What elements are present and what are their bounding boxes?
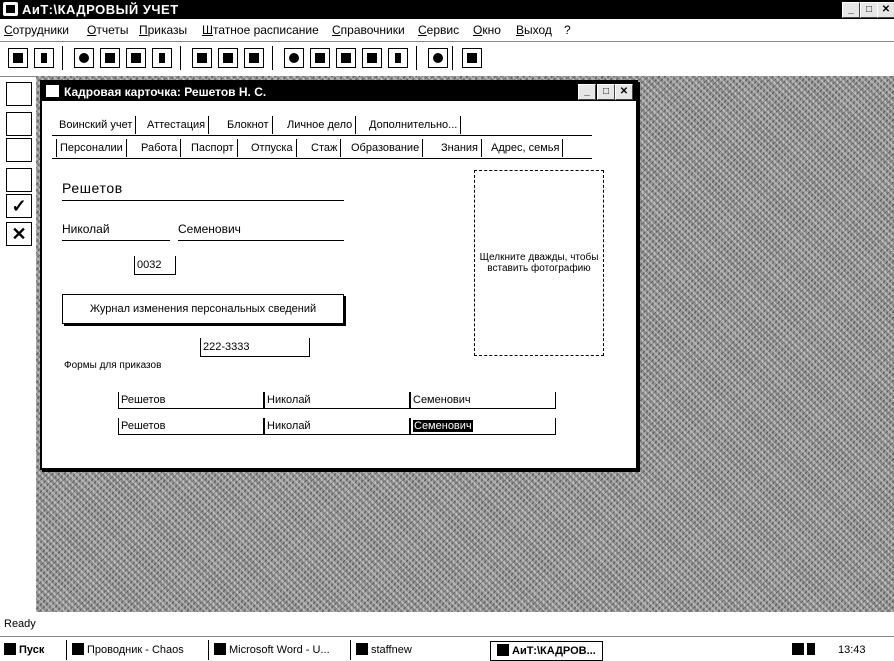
start-label: Пуск xyxy=(19,644,45,656)
print-icon[interactable] xyxy=(192,48,212,68)
left-tool-blank[interactable] xyxy=(6,168,32,192)
card-icon[interactable] xyxy=(126,48,146,68)
menu-bar xyxy=(0,19,894,41)
close-button[interactable]: ✕ xyxy=(877,2,894,18)
tab-additional[interactable]: Дополнительно... xyxy=(366,116,461,134)
toolbar-separator xyxy=(272,46,273,70)
patronymic-field[interactable]: Семенович xyxy=(178,222,344,241)
tab-military[interactable]: Воинский учет xyxy=(56,116,136,134)
tab-address-family[interactable]: Адрес, семья xyxy=(488,139,563,157)
open-card-icon[interactable] xyxy=(8,48,28,68)
dialog-icon xyxy=(46,85,59,97)
photo-placeholder[interactable] xyxy=(474,170,604,356)
orders-row1-patronymic[interactable]: Семенович xyxy=(410,392,556,409)
dialog-title: Кадровая карточка: Решетов Н. С. xyxy=(64,85,267,99)
tab-notebook[interactable]: Блокнот xyxy=(224,116,273,134)
menu-exit[interactable]: Выход xyxy=(516,23,552,37)
tab-personal-file[interactable]: Личное дело xyxy=(284,116,356,134)
keyboard-layout-icon xyxy=(792,643,804,655)
first-name-field[interactable]: Николай xyxy=(62,222,170,241)
report-icon[interactable] xyxy=(218,48,238,68)
tab-work[interactable]: Работа xyxy=(138,139,181,157)
tab-attestation[interactable]: Аттестация xyxy=(144,116,209,134)
task-word[interactable] xyxy=(214,641,330,659)
phone-field[interactable]: 222-3333 xyxy=(200,338,310,357)
status-bar xyxy=(0,612,894,636)
cancel-icon[interactable]: ✕ xyxy=(6,222,32,246)
edit-icon[interactable] xyxy=(310,48,330,68)
tab-vacations[interactable]: Отпуска xyxy=(248,139,297,157)
menu-staff-schedule[interactable]: Штатное расписание xyxy=(202,23,319,37)
tab-number-field[interactable]: 0032 xyxy=(134,256,176,275)
menu-window[interactable]: Окно xyxy=(473,23,501,37)
task-staffnew[interactable] xyxy=(356,641,412,659)
staffnew-icon xyxy=(356,643,368,655)
tab-passport[interactable]: Паспорт xyxy=(188,139,238,157)
tab-row-divider xyxy=(52,135,592,136)
toolbar-separator xyxy=(452,46,453,70)
app-title: АиТ:\КАДРОВЫЙ УЧЕТ xyxy=(22,2,179,17)
task-explorer-label: Проводник - Chaos xyxy=(87,644,184,656)
menu-service[interactable]: Сервис xyxy=(418,23,460,37)
taskbar-separator xyxy=(66,640,67,660)
task-ait-label: АиТ:\КАДРОВ... xyxy=(512,645,596,657)
volume-icon xyxy=(807,643,815,655)
list-icon[interactable] xyxy=(100,48,120,68)
clock: 13:43 xyxy=(838,644,866,656)
filter-icon[interactable] xyxy=(284,48,304,68)
calculator-icon[interactable] xyxy=(388,48,408,68)
dialog-minimize-button[interactable]: _ xyxy=(578,84,596,100)
orders-row1-surname[interactable]: Решетов xyxy=(118,392,264,409)
tab-row-2 xyxy=(56,139,596,159)
orders-row2-patronymic[interactable] xyxy=(410,418,556,435)
explorer-icon xyxy=(72,643,84,655)
orders-row2-name[interactable]: Николай xyxy=(264,418,410,435)
word-icon xyxy=(214,643,226,655)
taskbar-separator xyxy=(208,640,209,660)
status-text: Ready xyxy=(4,618,36,630)
toolbar-separator xyxy=(416,46,417,70)
tab-experience[interactable]: Стаж xyxy=(308,139,341,157)
help-icon[interactable] xyxy=(428,48,448,68)
tree-icon[interactable] xyxy=(152,48,172,68)
orders-row2-surname[interactable]: Решетов xyxy=(118,418,264,435)
tab-personalia[interactable]: Персоналии xyxy=(56,139,127,157)
dialog-title-bar xyxy=(42,82,636,101)
personal-changes-journal-button[interactable]: Журнал изменения персональных сведений xyxy=(62,294,344,324)
menu-orders[interactable]: Приказы xyxy=(139,23,188,37)
toolbar xyxy=(0,41,894,77)
ait-icon xyxy=(497,644,509,656)
dismiss-icon[interactable] xyxy=(34,48,54,68)
table-icon[interactable] xyxy=(244,48,264,68)
tab-knowledge[interactable]: Знания xyxy=(438,139,482,157)
confirm-icon[interactable]: ✓ xyxy=(6,194,32,218)
windows-logo-icon xyxy=(4,643,16,655)
dialog-close-button[interactable]: ✕ xyxy=(615,84,633,100)
app-title-bar xyxy=(0,0,894,19)
exit-icon[interactable] xyxy=(462,48,482,68)
orders-row2-patronymic-text: Семенович xyxy=(414,420,472,432)
toolbar-separator xyxy=(180,46,181,70)
surname-field[interactable]: Решетов xyxy=(62,180,344,201)
taskbar xyxy=(0,636,894,661)
toolbar-separator xyxy=(62,46,63,70)
orders-forms-label: Формы для приказов xyxy=(64,360,162,371)
menu-reference[interactable]: Справочники xyxy=(332,23,405,37)
tray-icons[interactable] xyxy=(792,641,818,659)
left-tool-new[interactable] xyxy=(6,82,32,106)
document-icon[interactable] xyxy=(336,48,356,68)
tab-content-border xyxy=(52,158,592,159)
left-tool-edit[interactable] xyxy=(6,112,32,136)
app-icon xyxy=(3,2,18,16)
menu-reports[interactable]: Отчеты xyxy=(87,23,129,37)
taskbar-separator xyxy=(350,640,351,660)
photo-hint: Щелкните дважды, чтобы вставить фотографию xyxy=(479,252,599,274)
minimize-button[interactable]: _ xyxy=(842,2,860,18)
menu-employees[interactable]: Сотрудники xyxy=(4,23,70,37)
left-tool-doc[interactable] xyxy=(6,138,32,162)
tab-row-1 xyxy=(56,116,596,136)
task-explorer[interactable] xyxy=(72,641,184,659)
task-word-label: Microsoft Word - U... xyxy=(229,644,330,656)
structure-icon[interactable] xyxy=(362,48,382,68)
tab-education[interactable]: Образование xyxy=(348,139,423,157)
menu-help[interactable]: ? xyxy=(564,23,571,37)
orders-row1-name[interactable]: Николай xyxy=(264,392,410,409)
dialog-maximize-button[interactable]: □ xyxy=(597,84,615,100)
task-ait-active[interactable] xyxy=(490,641,603,661)
maximize-button[interactable]: □ xyxy=(860,2,878,18)
personnel-card-dialog xyxy=(40,80,638,470)
search-icon[interactable] xyxy=(74,48,94,68)
task-staffnew-label: staffnew xyxy=(371,644,412,656)
start-button[interactable] xyxy=(4,641,44,659)
